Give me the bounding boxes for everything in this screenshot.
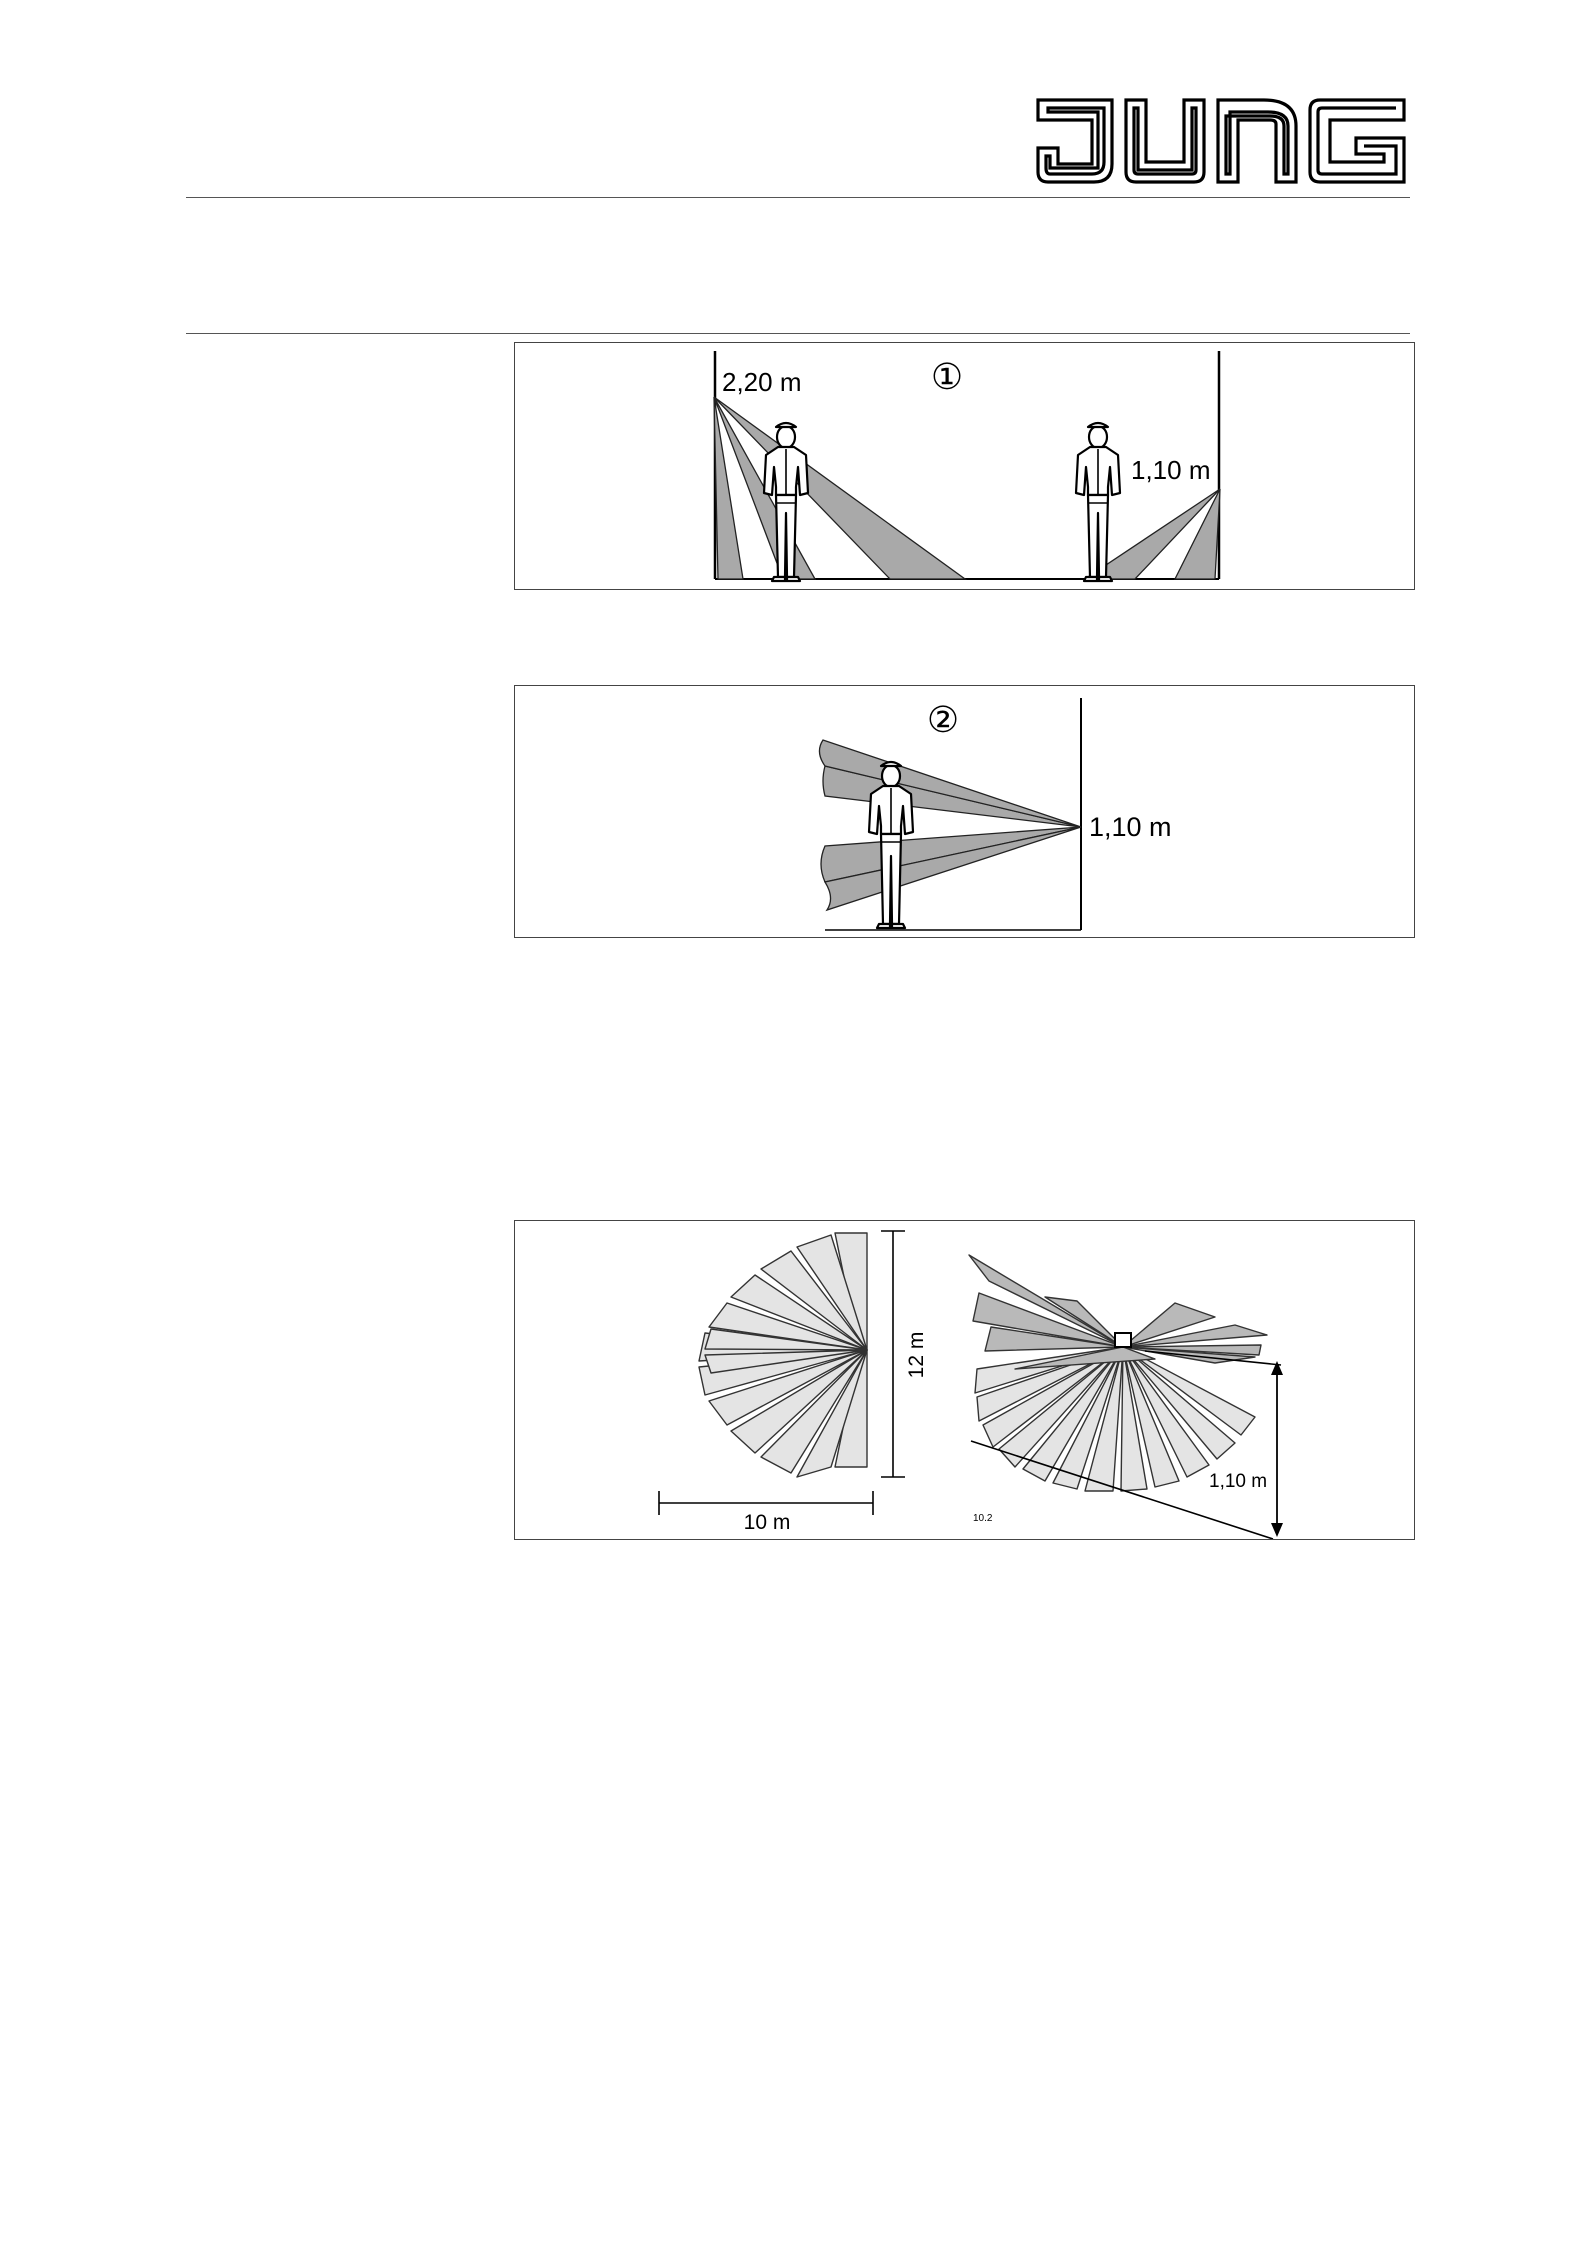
- label-10m: 10 m: [743, 1511, 791, 1534]
- figure-2-side-view: [514, 685, 1415, 938]
- figure-1-mounting-heights: [514, 342, 1415, 590]
- label-figure-code: 10.2: [973, 1513, 993, 1524]
- person-figure-right: [1076, 423, 1120, 581]
- figure-3-detection-range: [514, 1220, 1415, 1540]
- jung-logo: [1034, 96, 1409, 186]
- header-rule-top: [186, 197, 1410, 198]
- header-rule-bottom: [186, 333, 1410, 334]
- label-height-1-10-side: 1,10 m: [1089, 812, 1172, 842]
- figure-2-marker: ②: [926, 699, 960, 740]
- label-height-1-10-right: 1,10 m: [1131, 455, 1211, 485]
- label-mount-height: 1,10 m: [1209, 1471, 1268, 1492]
- label-12m: 12 m: [905, 1331, 928, 1379]
- beam-low-right-2: [1175, 489, 1220, 579]
- figure-1-marker: ①: [930, 356, 964, 397]
- detection-fan-top-view: [699, 1233, 867, 1477]
- label-height-2-20: 2,20 m: [722, 367, 802, 397]
